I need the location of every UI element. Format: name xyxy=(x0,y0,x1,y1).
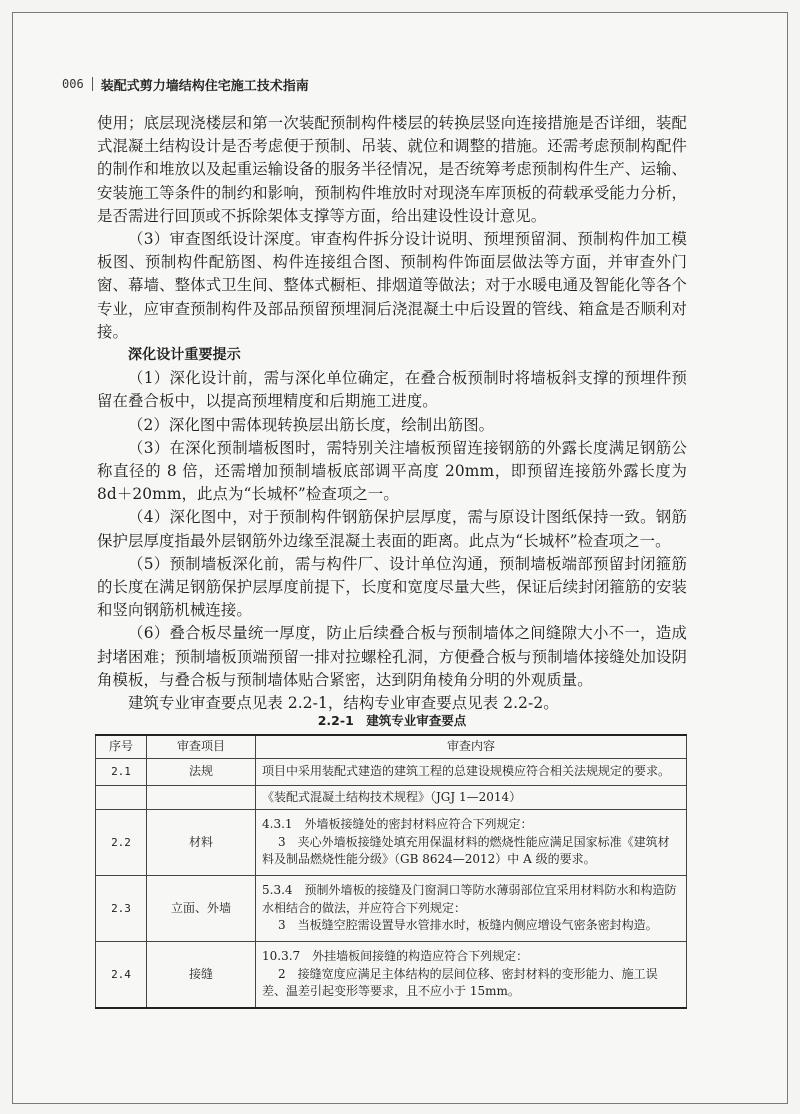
section-heading: 深化设计重要提示 xyxy=(128,347,241,364)
paragraph-design-depth: （3）审查图纸设计深度。审查构件拆分设计说明、预埋预留洞、预制构件加工模板图、预制构件配筋图、构件连接组合图、预制构件饰面层做法等方面，并审查外门窗、幕墙、整体式卫生间、整体式橱柜、排烟道等做法；对于水暖电通及智能化等各个专业，应审查预制构件及部品预留预埋洞后浇混凝土中后设置的管线、箱盒是否顺利对接。 xyxy=(97,230,687,341)
paragraph-continued: 使用；底层现浇楼层和第一次装配预制构件楼层的转换层竖向连接措施是否详细，装配式混凝土结构设计是否考虑便于预制、吊装、就位和调整的措施。还需考虑预制构配件的制作和堆放以及起重运输设备的服务半径情况，是否统筹考虑预制构件生产、运输、安装施工等条件的制约和影响，预制构件堆放时对现浇车库顶板的荷载承受能力分析，是否需进行回顶或不拆除架体支撑等方面，给出建设性设计意见。 xyxy=(97,114,687,225)
table-reference: 建筑专业审查要点见表 2.2-1，结构专业审查要点见表 2.2-2。 xyxy=(128,694,559,713)
row-content xyxy=(256,759,687,786)
body-text xyxy=(97,112,687,715)
table-row xyxy=(96,942,687,1008)
table-caption: 2.2-1 建筑专业审查要点 xyxy=(317,713,467,728)
content-line: 4.3.1 外墙板接缝处的密封材料应符合下列规定： xyxy=(262,817,533,832)
content-line: 10.3.7 外挂墙板间接缝的构造应符合下列规定： xyxy=(262,949,529,963)
header-content: 审查内容 xyxy=(256,735,687,759)
tip-5: （5）预制墙板深化前，需与构件厂、设计单位沟通，预制墙板端部预留封闭箍筋的长度在满足钢筋保护层厚度前提下，长度和宽度尽量大些，保证后续封闭箍筋的安装和竖向钢筋机械连接。 xyxy=(97,554,687,620)
row-no xyxy=(96,786,147,810)
content-line: 5.3.4 预制外墙板的接缝及门窗洞口等防水薄弱部位宜采用材料防水和构造防水相结合的做法，并应符合下列规定： xyxy=(262,883,677,915)
review-table xyxy=(95,734,687,1009)
book-title: 装配式剪力墙结构住宅施工技术指南 xyxy=(100,78,309,94)
table-row xyxy=(96,876,687,942)
tip-4: （4）深化图中，对于预制构件钢筋保护层厚度，需与原设计图纸保持一致。钢筋保护层厚度指最外层钢筋外边缘至混凝土表面的距离。此点为“长城杯”检查项之一。 xyxy=(97,508,687,550)
running-header xyxy=(62,74,309,94)
row-no: 2.3 xyxy=(96,876,147,942)
table-row xyxy=(96,786,687,810)
row-content xyxy=(256,786,687,810)
content-line: 3 当板缝空腔需设置导水管排水时，板缝内侧应增设气密条密封构造。 xyxy=(278,918,658,933)
header-item: 审查项目 xyxy=(147,735,256,759)
row-item: 材料 xyxy=(147,810,256,876)
tip-1: （1）深化设计前，需与深化单位确定，在叠合板预制时将墙板斜支撑的预埋件预留在叠合板中，以提高预埋精度和后期施工进度。 xyxy=(97,369,687,411)
row-content xyxy=(256,810,687,876)
row-item xyxy=(147,786,256,810)
row-no: 2.2 xyxy=(96,810,147,876)
row-content xyxy=(256,942,687,1008)
row-content xyxy=(256,876,687,942)
row-no: 2.1 xyxy=(96,759,147,786)
page-number: 006 xyxy=(62,77,84,91)
content-line: 《装配式混凝土结构技术规程》（JGJ 1—2014） xyxy=(262,789,522,804)
tip-6: （6）叠合板尽量统一厚度，防止后续叠合板与预制墙体之间缝隙大小不一，造成封堵困难；预制墙板顶端预留一排对拉螺栓孔洞，方便叠合板与预制墙体接缝处加设阴角模板，与叠合板与预制墙体贴合紧密，达到阴角棱角分明的外观质量。 xyxy=(97,624,687,689)
table-row xyxy=(96,810,687,876)
header-divider xyxy=(92,77,93,91)
content-line: 项目中采用装配式建造的建筑工程的总建设规模应符合相关法规规定的要求。 xyxy=(262,764,671,779)
row-no: 2.4 xyxy=(96,942,147,1008)
tip-2: （2）深化图中需体现转换层出筋长度，绘制出筋图。 xyxy=(128,415,495,434)
row-item: 立面、外墙 xyxy=(147,876,256,942)
row-item: 接缝 xyxy=(147,942,256,1008)
row-item: 法规 xyxy=(147,759,256,786)
header-no: 序号 xyxy=(96,735,147,759)
content-line: 2 接缝宽度应满足主体结构的层间位移、密封材料的变形能力、施工误差、温差引起变形等要求，且不应小于 15mm。 xyxy=(262,966,658,998)
table-row xyxy=(96,759,687,786)
tip-3: （3）在深化预制墙板图时，需特别关注墙板预留连接钢筋的外露长度满足钢筋公称直径的 8 倍，还需增加预制墙板底部调平高度 20mm，即预留连接筋外露长度为 8d＋20mm，此点为“长城杯”检查项之一。 xyxy=(97,438,687,504)
table-header-row xyxy=(96,735,687,759)
content-line: 3 夹心外墙板接缝处填充用保温材料的燃烧性能应满足国家标准《建筑材料及制品燃烧性能分级》（GB 8624—2012）中 A 级的要求。 xyxy=(262,834,670,867)
